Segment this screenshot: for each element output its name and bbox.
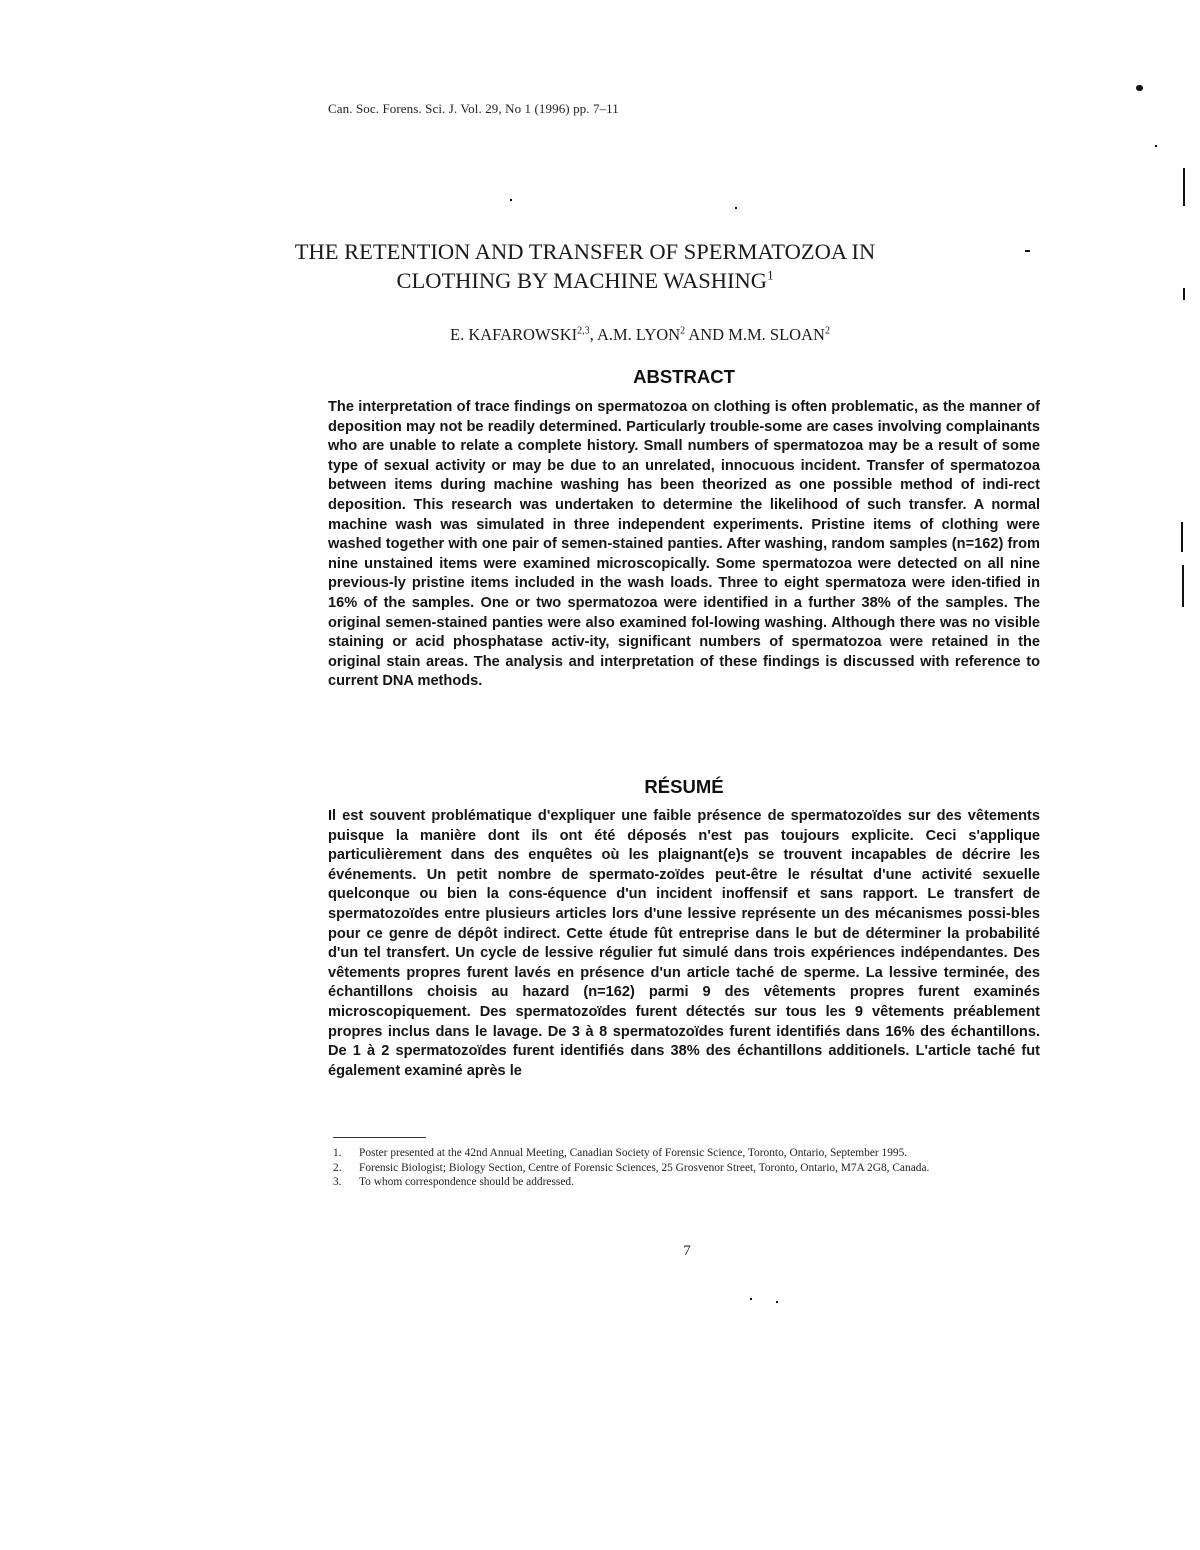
resume-text: Il est souvent problématique d'expliquer une faible présence de spermatozoïdes sur des vêtements puisque la manière dont ils ont été déposés n'est pas toujours explicite. Ceci s'applique particulièrement dans des enquêtes où les plaignant(e)s se trouvent incapables de décrire les événements. Un petit nombre de spermato-zoïdes peut-être le résultat d'une activité sexuelle quelconque ou bien la cons-équence d'un incident inoffensif et sans rapport. Le transfert de spermatozoïdes entre plusieurs articles lors d'une lessive représente un des mécanismes possi-bles pour ce genre de dépôt indirect. Cette étude fût entreprise dans le but de déterminer la probabilité d'un tel transfert. Un cycle de lessive régulier fut simulé dans trois expériences indépendantes. Des vêtements propres furent lavés en présence d'un article taché de sperme. La lessive terminée, des échantillons choisis au hazard (n=162) parmi 9 des vêtements propres furent examinés microscopiquement. Des spermatozoïdes furent détectés sur tous les 9 vêtements préablement propres inclus dans le lavage. De 3 à 8 spermatozoïdes furent identifiés dans 16% des échantillons. De 1 à 2 spermatozoïdes furent identifiés dans 38% des échantillons additionels. L'article taché fut également examiné après le (328, 808, 1040, 1079)
title-line-1: THE RETENTION AND TRANSFER OF SPERMATOZOA IN (294, 239, 876, 264)
scan-speck (735, 207, 737, 209)
footnote-item (333, 1175, 1045, 1190)
scan-edge-mark (1183, 168, 1185, 206)
scan-speck (1136, 85, 1143, 91)
footnote-text: Forensic Biologist; Biology Section, Centre of Forensic Sciences, 25 Grosvenor Street, Toronto, Ontario, M7A 2G8, Canada. (359, 1161, 930, 1174)
footnote-divider (333, 1137, 426, 1138)
footnote-number: 1. (333, 1147, 342, 1159)
footnote-item (333, 1146, 1045, 1161)
article-title (290, 237, 880, 295)
scan-speck (1155, 145, 1157, 147)
author-affiliation-mark: 2 (680, 325, 686, 337)
footnote-item (333, 1161, 1045, 1176)
scan-edge-mark (1181, 522, 1183, 552)
footnote-text: To whom correspondence should be addressed. (359, 1176, 574, 1188)
abstract-text: The interpretation of trace findings on spermatozoa on clothing is often problematic, as the manner of deposition may not be readily determined. Particularly trouble-some are cases involving complainants who are unable to relate a complete history. Small numbers of spermatozoa may be a result of some type of sexual activity or may be due to an unrelated, innocuous incident. Transfer of spermatozoa between items during machine washing has been theorized as one possible method of indi-rect deposition. This research was undertaken to determine the likelihood of such transfer. A normal machine wash was simulated in three independent experiments. Pristine items of clothing were washed together with one pair of semen-stained panties. After washing, random samples (n=162) from nine unstained items were examined microscopically. Some spermatozoa were detected on all nine previous-ly pristine items included in the wash loads. Three to eight spermatoza were iden-tified in 16% of the samples. One or two spermatozoa were identified in a further 38% of the samples. The original semen-stained panties were also examined fol-lowing washing. Although there was no visible staining or acid phosphatase activ-ity, significant numbers of spermatozoa were retained in the original stain areas. The analysis and interpretation of these findings is discussed with reference to current DNA methods. (328, 399, 1040, 690)
scan-edge-mark (1183, 288, 1185, 300)
abstract-heading: ABSTRACT (633, 366, 735, 387)
resume-heading: RÉSUMÉ (644, 776, 724, 797)
scan-speck (776, 1301, 778, 1303)
page-number: 7 (683, 1243, 691, 1259)
footnote-text: Poster presented at the 42nd Annual Meeting, Canadian Society of Forensic Science, Toronto, Ontario, September 1995. (359, 1147, 908, 1159)
author-affiliation-mark: 2,3 (577, 325, 590, 337)
author-list: E. KAFAROWSKI$^{2,3}$, A.M. LYON$^2$ AND M.M. SLOAN$^2$ (450, 325, 830, 344)
title-footnote-mark: 1 (767, 267, 774, 283)
title-line-2: CLOTHING BY MACHINE WASHING (396, 268, 768, 293)
scan-speck (750, 1298, 752, 1300)
footnote-number: 2. (333, 1161, 342, 1174)
journal-reference: Can. Soc. Forens. Sci. J. Vol. 29, No 1 (1996) pp. 7–11 (328, 101, 619, 116)
footnote-number: 3. (333, 1176, 342, 1188)
author-name: E. KAFAROWSKI (450, 325, 578, 344)
author-name: M.M. SLOAN (728, 325, 825, 344)
author-conjunction: AND (688, 325, 725, 344)
scan-edge-mark (1182, 565, 1184, 607)
footnote-list (333, 1146, 1045, 1190)
author-affiliation-mark: 2 (824, 325, 830, 337)
scan-speck (510, 199, 512, 201)
author-name: A.M. LYON (596, 325, 681, 344)
scan-speck (1025, 250, 1030, 252)
